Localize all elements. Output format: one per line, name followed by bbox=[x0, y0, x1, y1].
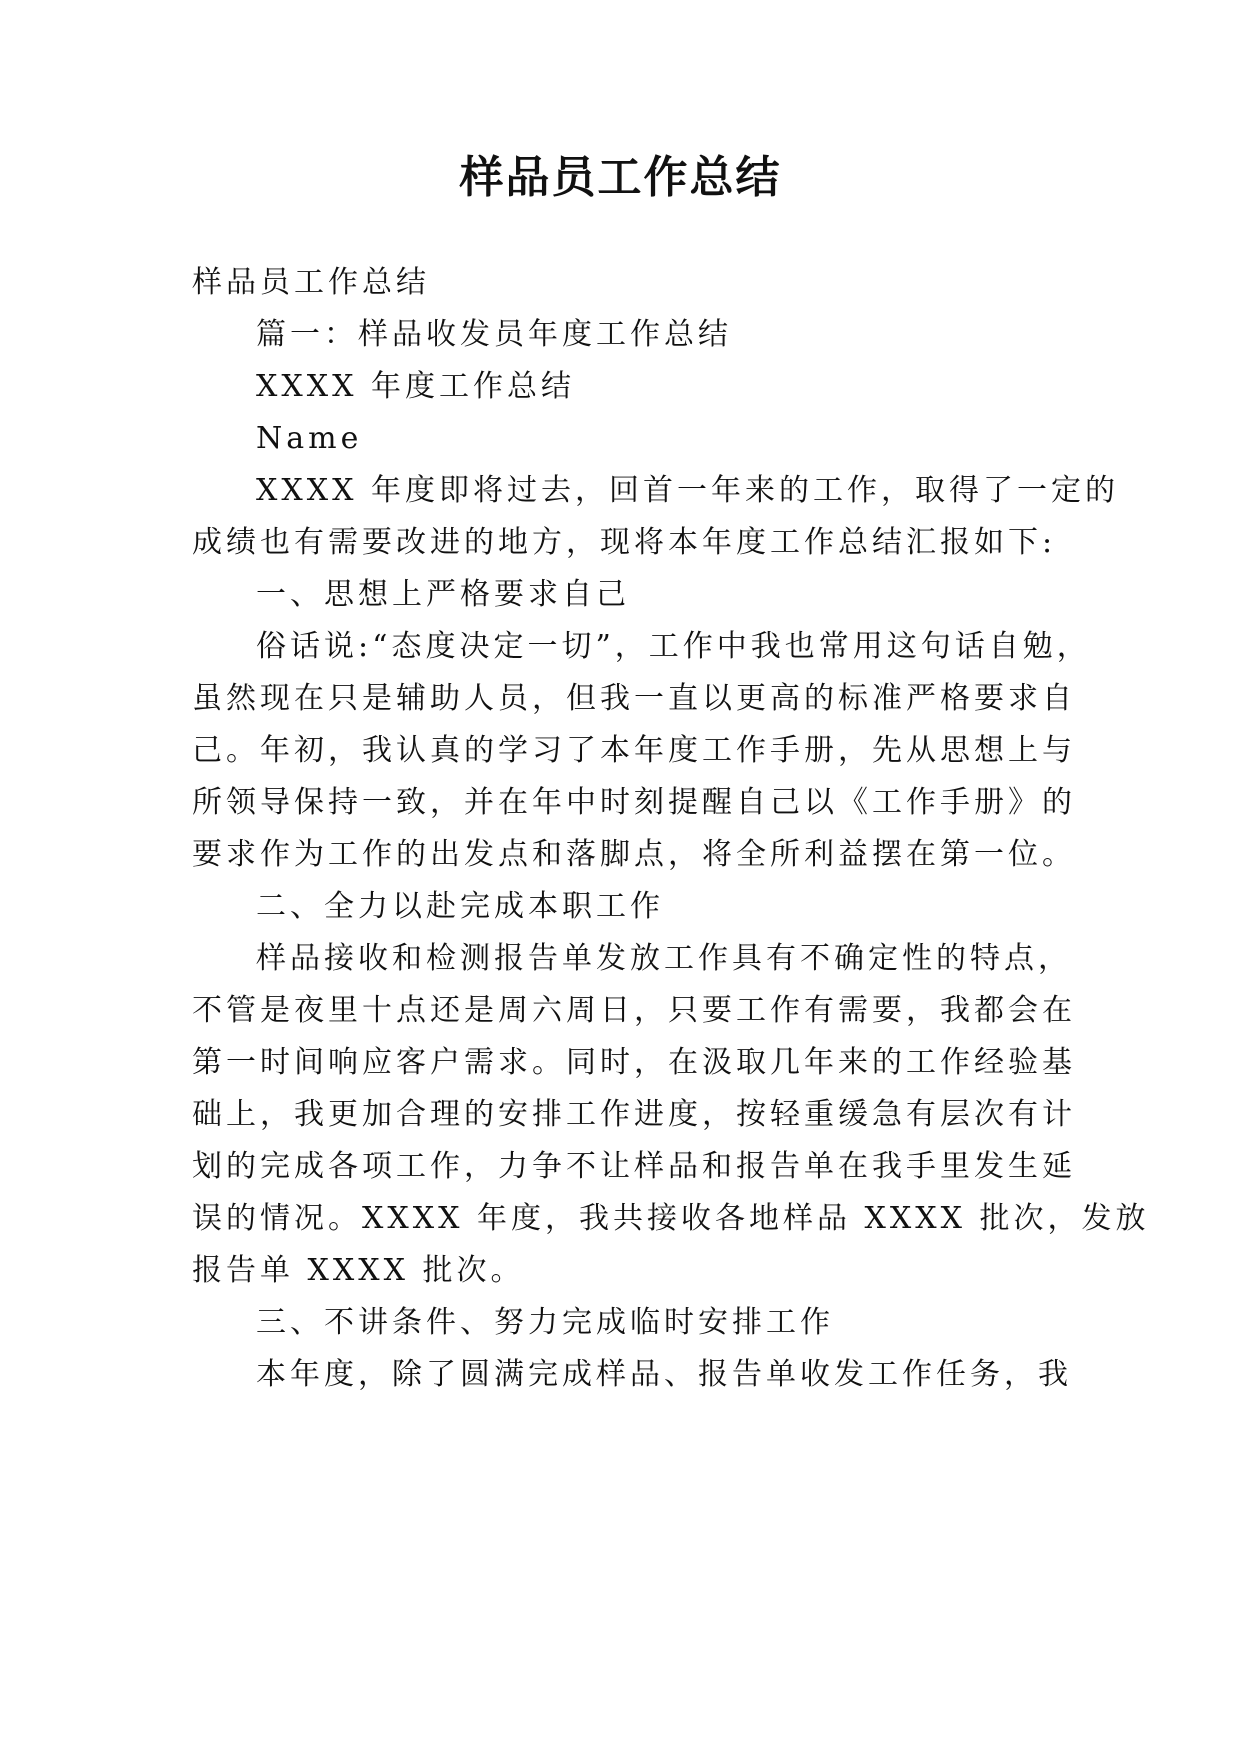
paragraph-line: 成绩也有需要改进的地方，现将本年度工作总结汇报如下: bbox=[192, 525, 1057, 560]
section-heading: 二、全力以赴完成本职工作 bbox=[256, 889, 664, 924]
report-heading: XXXX 年度工作总结 bbox=[256, 369, 575, 404]
paragraph-line: 报告单 XXXX 批次。 bbox=[192, 1253, 525, 1288]
paragraph-line: 本年度，除了圆满完成样品、报告单收发工作任务，我 bbox=[256, 1357, 1072, 1392]
section-heading: 一、思想上严格要求自己 bbox=[256, 577, 630, 612]
paragraph-line: 要求作为工作的出发点和落脚点，将全所利益摆在第一位。 bbox=[192, 837, 1076, 872]
paragraph-line: 俗话说:“态度决定一切”，工作中我也常用这句话自勉， bbox=[256, 629, 1091, 664]
paragraph-line: 础上，我更加合理的安排工作进度，按轻重缓急有层次有计 bbox=[192, 1097, 1076, 1132]
paragraph-line: 划的完成各项工作，力争不让样品和报告单在我手里发生延 bbox=[192, 1149, 1076, 1184]
author-name: Name bbox=[256, 421, 363, 456]
paragraph-line: 样品接收和检测报告单发放工作具有不确定性的特点， bbox=[256, 941, 1072, 976]
paragraph-line: 误的情况。XXXX 年度，我共接收各地样品 XXXX 批次，发放 bbox=[192, 1201, 1150, 1236]
paragraph-line: 己。年初，我认真的学习了本年度工作手册，先从思想上与 bbox=[192, 733, 1076, 768]
subtitle-line: 样品员工作总结 bbox=[192, 265, 430, 300]
paragraph-line: 第一时间响应客户需求。同时，在汲取几年来的工作经验基 bbox=[192, 1045, 1076, 1080]
paragraph-line: 不管是夜里十点还是周六周日，只要工作有需要，我都会在 bbox=[192, 993, 1076, 1028]
paragraph-line: XXXX 年度即将过去，回首一年来的工作，取得了一定的 bbox=[256, 473, 1119, 508]
section-heading: 三、不讲条件、努力完成临时安排工作 bbox=[256, 1305, 834, 1340]
section-heading: 篇一：样品收发员年度工作总结 bbox=[256, 317, 732, 352]
paragraph-line: 虽然现在只是辅助人员，但我一直以更高的标准严格要求自 bbox=[192, 681, 1076, 716]
paragraph-line: 所领导保持一致，并在年中时刻提醒自己以《工作手册》的 bbox=[192, 785, 1076, 820]
document-title: 样品员工作总结 bbox=[459, 152, 782, 203]
